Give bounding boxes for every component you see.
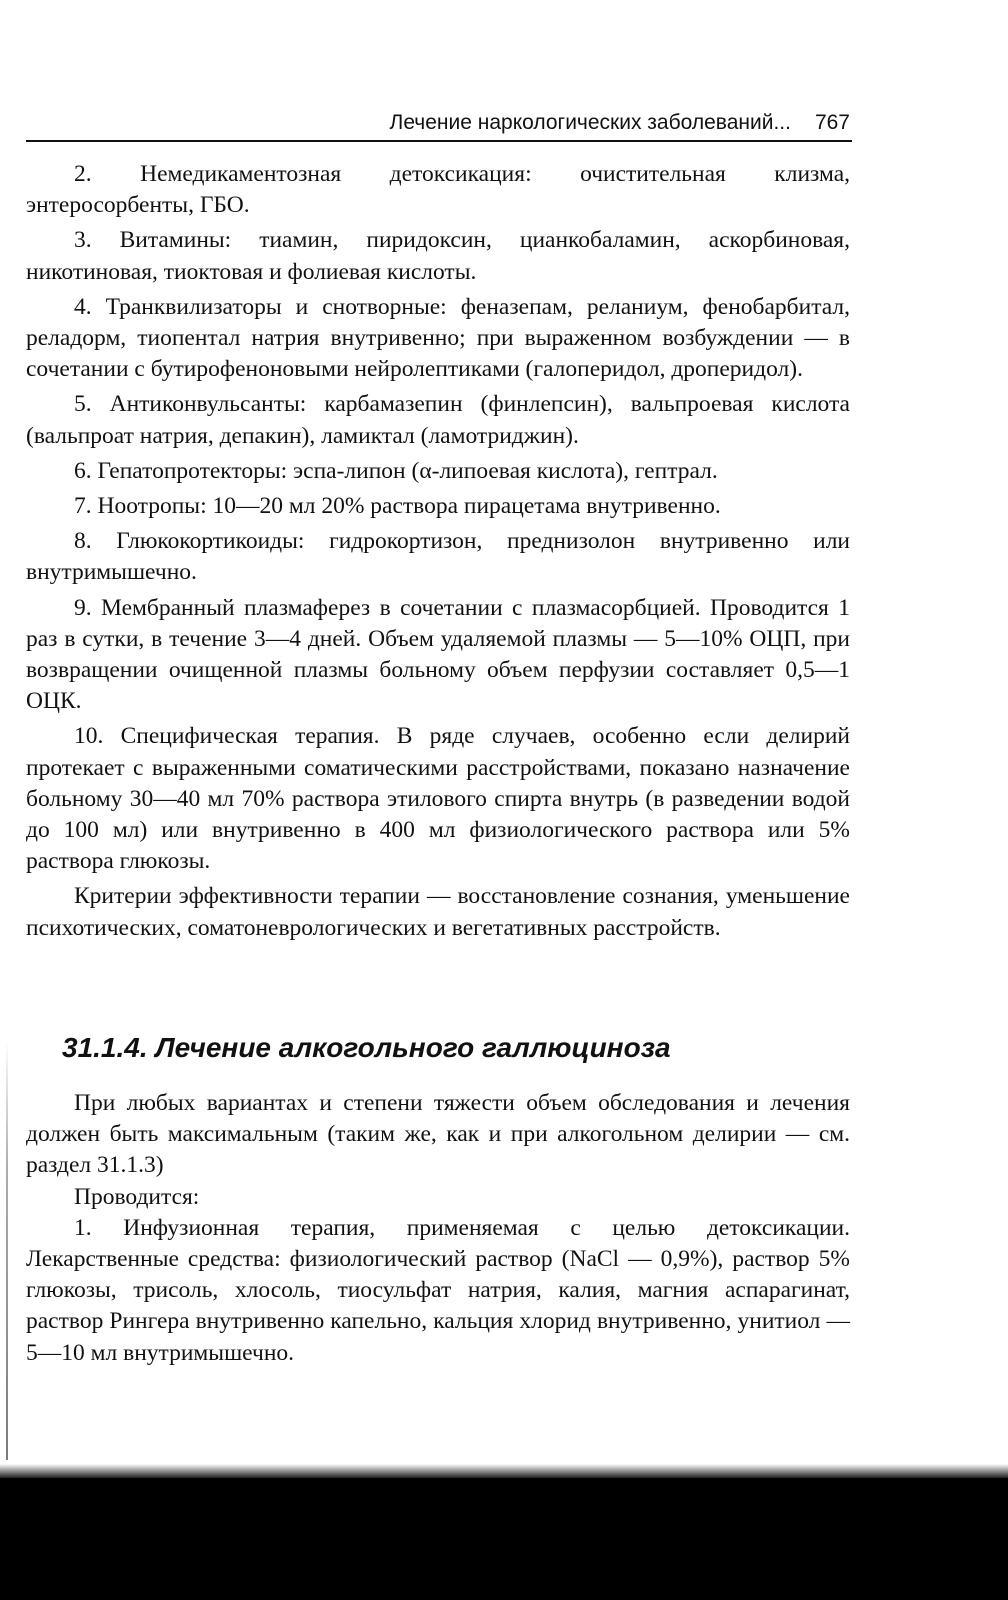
section-heading: 31.1.4. Лечение алкогольного галлюциноза [62, 1032, 671, 1063]
section-paragraph-conducted: Проводится: [74, 1183, 200, 1210]
paragraph-item-9: 9. Мембранный плазмаферез в сочетании с плазмасорбцией. Проводится 1 раз в сутки, в течение 3—4 дней. Объем удаляемой плазмы — 5—10% ОЦП, при возвращении очищенной плазмы больному объем перфузии составляет 0,5—1 ОЦК. [26, 594, 850, 715]
body-text [26, 159, 850, 944]
paragraph-item-7: 7. Ноотропы: 10—20 мл 20% раствора пирацетама внутривенно. [74, 493, 721, 520]
scan-edge-shadow [6, 1040, 8, 1460]
paragraph-item-8: 8. Глюкокортикоиды: гидрокортизон, преднизолон внутривенно или внутримышечно. [26, 528, 850, 586]
paragraph-item-3: 3. Витамины: тиамин, пиридоксин, цианкобаламин, аскорбиновая, никотиновая, тиоктовая и фолиевая кислоты. [26, 227, 850, 285]
section-paragraph-item-1: 1. Инфузионная терапия, применяемая с целью детоксикации. Лекарственные средства: физиологический раствор (NaCl — 0,9%), раствор 5% глюкозы, трисоль, хлосоль, тиосульфат натрия, калия, магния аспарагинат, раствор Рингера внутривенно капельно, кальция хлорид внутривенно, унитиол — 5—10 мл внутримышечно. [26, 1214, 850, 1366]
paragraph-item-10: 10. Специфическая терапия. В ряде случаев, особенно если делирий протекает с выраженными соматическими расстройствами, показано назначение больному 30—40 мл 70% раствора этилового спирта внутрь (в разведении водой до 100 мл) или внутривенно в 400 мл физиологического раствора или 5% раствора глюкозы. [26, 723, 850, 875]
section-paragraph-intro: При любых вариантах и степени тяжести объем обследования и лечения должен быть максимальным (таким же, как и при алкогольном делирии — см. раздел 31.1.3) [26, 1090, 850, 1179]
paragraph-item-4: 4. Транквилизаторы и снотворные: феназепам, реланиум, фенобарбитал, реладорм, тиопентал натрия внутривенно; при выраженном возбуждении — в сочетании с бутирофеноновыми нейролептиками (галоперидол, дроперидол). [26, 293, 850, 383]
section-body [26, 1088, 850, 1369]
header-rule [26, 140, 852, 142]
paragraph-item-5: 5. Антиконвульсанты: карбамазепин (финлепсин), вальпроевая кислота (вальпроат натрия, депакин), ламиктал (ламотриджин). [26, 391, 850, 449]
paragraph-item-6: 6. Гепатопротекторы: эспа-липон (α-липоевая кислота), гептрал. [74, 457, 718, 484]
page-number: 767 [814, 111, 850, 134]
running-title: Лечение наркологических заболеваний... [389, 111, 791, 134]
scan-bottom-band [0, 1478, 1008, 1600]
running-header [26, 108, 850, 138]
paragraph-item-2: 2. Немедикаментозная детоксикация: очистительная клизма, энтеросорбенты, ГБО. [26, 161, 850, 219]
paragraph-criteria: Критерии эффективности терапии — восстановление сознания, уменьшение психотических, соматоневрологических и вегетативных расстройств. [26, 883, 850, 941]
